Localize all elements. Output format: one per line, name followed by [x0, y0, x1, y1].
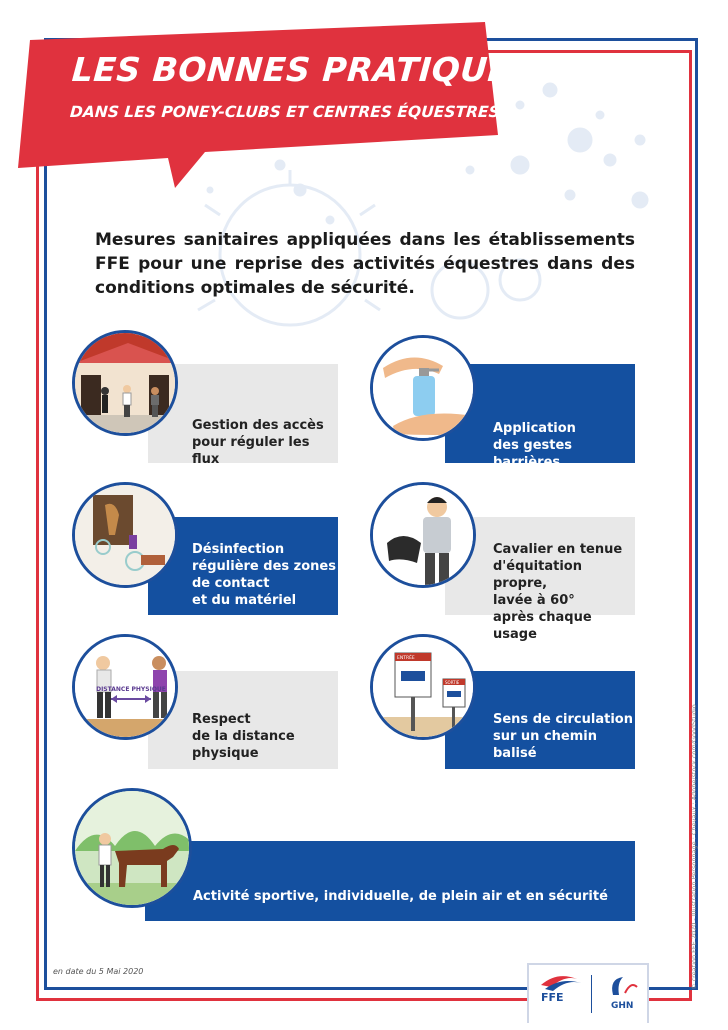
sign-exit-label: SORTIE — [445, 680, 460, 685]
card-label: Sens de circulation sur un chemin balisé — [493, 712, 633, 761]
title-banner — [0, 0, 728, 200]
card-label: Cavalier en tenue d'équitation propre, lavée à 60° après chaque usage — [493, 542, 623, 642]
card-label: Application des gestes barrières — [493, 421, 576, 470]
card-label: Gestion des accès pour réguler les flux — [192, 418, 324, 467]
distance-label: DISTANCE PHYSIQUE — [96, 686, 166, 693]
physical-distance-icon — [72, 634, 178, 740]
card-label: Respect de la distance physique — [192, 712, 295, 761]
sign-entry-label: ENTRÉE — [397, 656, 415, 661]
stable-people-icon — [72, 330, 178, 436]
rider-saddle-icon — [370, 482, 476, 588]
card-label: Activité sportive, individuelle, de plein air et en sécurité — [193, 889, 608, 904]
intro-text: Mesures sanitaires appliquées dans les établissements FFE pour une reprise des activités équestres dans des conditions optimales de sécurité. — [95, 230, 635, 298]
illustration-credit: © création FFE 2020 - Illustration Personnage : Chevaux : Adobe/stock.com/GoodStudio — [690, 704, 698, 990]
signposts-icon — [370, 634, 476, 740]
date-note: en date du 5 Mai 2020 — [53, 967, 144, 976]
disinfection-icon — [72, 482, 178, 588]
ffe-logo-text: FFE — [541, 991, 564, 1004]
page-title: LES BONNES PRATIQUES — [70, 50, 537, 89]
hand-sanitizer-icon — [370, 335, 476, 441]
logo-separator — [591, 975, 592, 1013]
card-label: Désinfection régulière des zones de contact et du matériel — [192, 542, 336, 608]
page-subtitle: DANS LES PONEY-CLUBS ET CENTRES ÉQUESTRES — [69, 103, 501, 121]
ghn-logo-icon — [603, 971, 643, 1001]
card-outdoor-activity — [145, 841, 635, 921]
ghn-logo-text: GHN — [611, 1001, 634, 1011]
horse-walk-icon — [72, 788, 192, 908]
logos-box — [527, 963, 649, 1023]
